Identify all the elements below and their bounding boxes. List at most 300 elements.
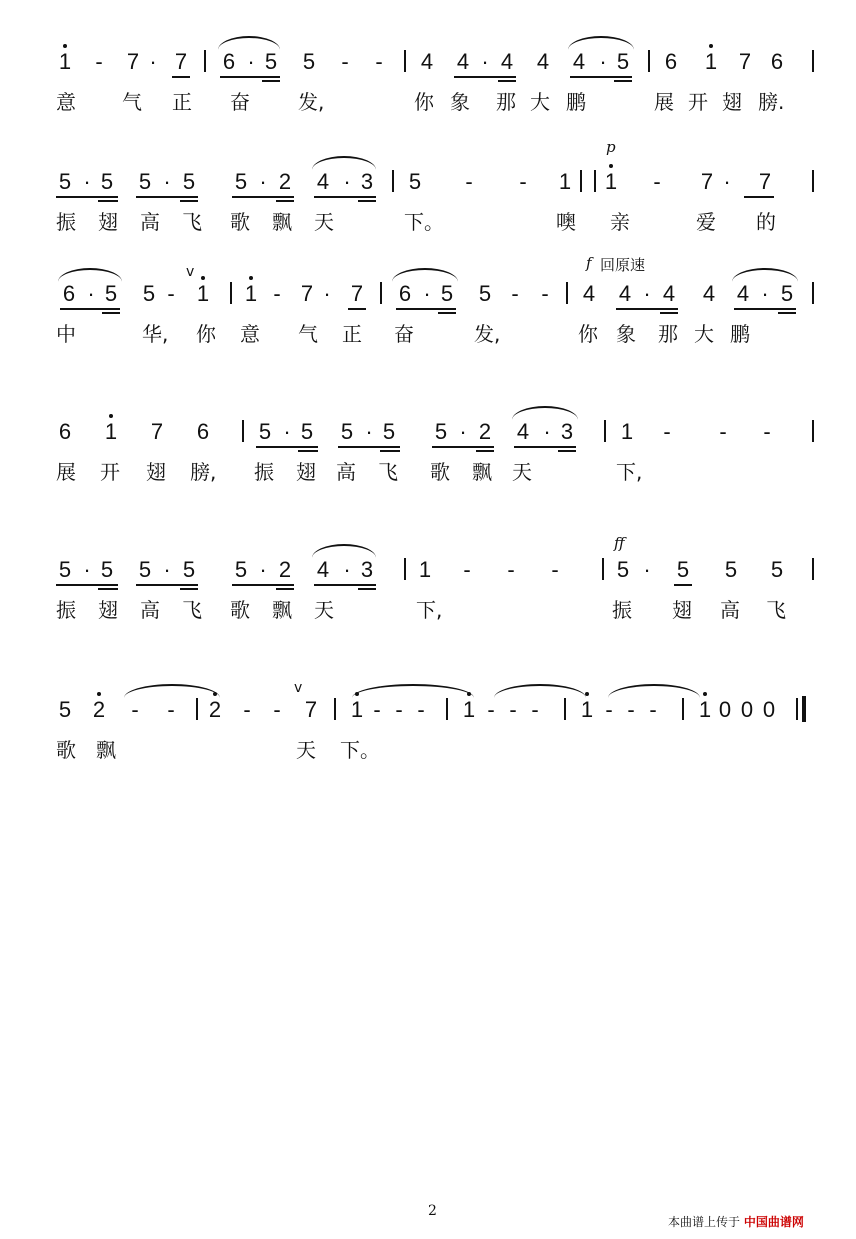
dash: -: [649, 697, 657, 722]
dot: ·: [761, 281, 769, 306]
note: 7: [304, 697, 318, 722]
note: 6: [196, 419, 210, 444]
dash: -: [273, 281, 281, 306]
lyric: 你: [414, 90, 434, 114]
dash: -: [243, 697, 251, 722]
dash: -: [95, 49, 103, 74]
note: 5: [616, 557, 630, 582]
slur: [352, 684, 474, 698]
note: 5: [340, 419, 354, 444]
lyric: 噢: [556, 210, 576, 234]
barline: [580, 170, 582, 192]
barline: [566, 282, 568, 304]
note: 4: [618, 281, 632, 306]
dot: ·: [459, 419, 467, 444]
dash: -: [341, 49, 349, 74]
underline: [454, 76, 516, 78]
dash: -: [605, 697, 613, 722]
slur: [312, 156, 376, 170]
lyric: 那: [658, 322, 678, 346]
underline: [180, 588, 198, 590]
underline: [180, 200, 198, 202]
note: 1: [604, 169, 618, 194]
note: 6: [664, 49, 678, 74]
lyric: 天: [314, 210, 334, 234]
barline: [564, 698, 566, 720]
underline: [314, 584, 376, 586]
note: 7: [174, 49, 188, 74]
underline: [256, 446, 318, 448]
note: 5: [234, 557, 248, 582]
barline: [812, 50, 814, 72]
footer-brand: 中国曲谱网: [743, 1215, 804, 1229]
high-octave-dot: [355, 692, 359, 696]
note: 4: [420, 49, 434, 74]
dash: -: [627, 697, 635, 722]
lyric: 你: [196, 322, 216, 346]
note: 3: [560, 419, 574, 444]
dot: ·: [423, 281, 431, 306]
slur: [58, 268, 122, 282]
note: 4: [456, 49, 470, 74]
high-octave-dot: [709, 44, 713, 48]
high-octave-dot: [201, 276, 205, 280]
underline: [314, 196, 376, 198]
note: 1: [418, 557, 432, 582]
note: 5: [676, 557, 690, 582]
note: 5: [408, 169, 422, 194]
high-octave-dot: [213, 692, 217, 696]
dash: -: [719, 419, 727, 444]
note: 4: [572, 49, 586, 74]
barline: [242, 420, 244, 442]
underline: [298, 450, 318, 452]
notes-row: [0, 548, 856, 592]
dash: -: [167, 697, 175, 722]
lyrics-row: [0, 460, 856, 488]
note: 4: [500, 49, 514, 74]
dot: ·: [543, 419, 551, 444]
dash: -: [511, 281, 519, 306]
lyric: 翅: [98, 210, 118, 234]
dash: -: [519, 169, 527, 194]
lyric: 振: [56, 210, 76, 234]
slur: [732, 268, 798, 282]
note: 6: [398, 281, 412, 306]
lyric: 飞: [766, 598, 786, 622]
note: 7: [150, 419, 164, 444]
lyric: 下。: [340, 738, 380, 762]
lyric: 正: [342, 322, 362, 346]
slur: [312, 544, 376, 558]
note: 1: [462, 697, 476, 722]
notes-row: [0, 160, 856, 204]
dot: ·: [283, 419, 291, 444]
barline: [594, 170, 596, 192]
underline: [380, 450, 400, 452]
lyric: 翅: [146, 460, 166, 484]
dot: ·: [149, 49, 157, 74]
lyric: 爱: [696, 210, 716, 234]
note: 1: [704, 49, 718, 74]
lyric: 翅: [672, 598, 692, 622]
note: 6: [770, 49, 784, 74]
lyric: 翅: [722, 90, 742, 114]
note: 2: [92, 697, 106, 722]
dot: ·: [259, 169, 267, 194]
barline: [392, 170, 394, 192]
note: 4: [536, 49, 550, 74]
note: 3: [360, 169, 374, 194]
lyric: 飞: [378, 460, 398, 484]
note: 0: [718, 697, 732, 722]
underline: [660, 312, 678, 314]
note: 1: [580, 697, 594, 722]
lyric: 鹏: [566, 90, 586, 114]
slur: [512, 406, 578, 420]
high-octave-dot: [467, 692, 471, 696]
note: 4: [316, 557, 330, 582]
lyric: 振: [612, 598, 632, 622]
lyric: 鹏: [730, 322, 750, 346]
lyric: 你: [578, 322, 598, 346]
note: 6: [62, 281, 76, 306]
barline: [604, 420, 606, 442]
dash: -: [395, 697, 403, 722]
lyric: 气: [298, 322, 318, 346]
dash: -: [763, 419, 771, 444]
lyric: 象: [450, 90, 470, 114]
note: 1: [58, 49, 72, 74]
footer-watermark: [668, 1213, 804, 1230]
underline: [778, 312, 796, 314]
underline: [338, 446, 400, 448]
note: 4: [662, 281, 676, 306]
high-octave-dot: [63, 44, 67, 48]
breath-mark: v: [294, 680, 303, 696]
lyric: 那: [496, 90, 516, 114]
note: 6: [58, 419, 72, 444]
underline: [396, 308, 456, 310]
lyric: 翅: [98, 598, 118, 622]
note: 5: [302, 49, 316, 74]
notes-row: [0, 680, 856, 732]
underline: [56, 196, 118, 198]
lyric: 开: [688, 90, 708, 114]
slur: [608, 684, 700, 698]
dot: ·: [87, 281, 95, 306]
barline: [812, 420, 814, 442]
lyric: 展: [654, 90, 674, 114]
dash: -: [417, 697, 425, 722]
underline: [232, 196, 294, 198]
dash: -: [463, 557, 471, 582]
underline: [498, 80, 516, 82]
barline: [404, 558, 406, 580]
underline: [60, 308, 120, 310]
note: 4: [736, 281, 750, 306]
note: 1: [558, 169, 572, 194]
note: 5: [780, 281, 794, 306]
dot: ·: [83, 557, 91, 582]
lyric: 发,: [298, 90, 325, 114]
lyric: 高: [140, 210, 160, 234]
lyric: 象: [616, 322, 636, 346]
lyric: 歌: [430, 460, 450, 484]
underline: [232, 584, 294, 586]
dynamic-mark: ff: [614, 534, 625, 552]
underline: [358, 200, 376, 202]
lyrics-row: [0, 322, 856, 350]
note: 1: [620, 419, 634, 444]
underline: [136, 196, 198, 198]
barline: [196, 698, 198, 720]
barline: [602, 558, 604, 580]
note: 5: [100, 169, 114, 194]
dot: ·: [343, 169, 351, 194]
lyric: 飞: [182, 598, 202, 622]
underline: [744, 196, 774, 198]
note: 5: [616, 49, 630, 74]
underline: [172, 76, 190, 78]
high-octave-dot: [585, 692, 589, 696]
dot: ·: [323, 281, 331, 306]
dash: -: [509, 697, 517, 722]
note: 5: [138, 557, 152, 582]
note: 2: [208, 697, 222, 722]
lyrics-row: [0, 210, 856, 238]
lyric: 天: [512, 460, 532, 484]
high-octave-dot: [109, 414, 113, 418]
barline: [812, 282, 814, 304]
dash: -: [653, 169, 661, 194]
lyric: 气: [122, 90, 142, 114]
lyric: 下。: [404, 210, 444, 234]
note: 7: [126, 49, 140, 74]
dot: ·: [643, 557, 651, 582]
note: 7: [700, 169, 714, 194]
note: 5: [264, 49, 278, 74]
underline: [348, 308, 366, 310]
note: 5: [104, 281, 118, 306]
underline: [276, 200, 294, 202]
note: 5: [142, 281, 156, 306]
lyric: 膀,: [190, 460, 217, 484]
lyric: 飘: [272, 598, 292, 622]
tempo-mark: 回原速: [600, 256, 646, 274]
high-octave-dot: [609, 164, 613, 168]
slur: [494, 684, 586, 698]
dash: -: [507, 557, 515, 582]
dot: ·: [365, 419, 373, 444]
underline: [432, 446, 494, 448]
high-octave-dot: [703, 692, 707, 696]
barline: [682, 698, 684, 720]
dash: -: [531, 697, 539, 722]
note: 1: [244, 281, 258, 306]
lyric: 振: [254, 460, 274, 484]
note: 1: [196, 281, 210, 306]
dot: ·: [723, 169, 731, 194]
footer-prefix: 本曲谱上传于: [668, 1215, 741, 1229]
lyrics-row: [0, 90, 856, 118]
barline: [404, 50, 406, 72]
dash: -: [487, 697, 495, 722]
note: 7: [350, 281, 364, 306]
note: 7: [758, 169, 772, 194]
note: 5: [182, 557, 196, 582]
underline: [514, 446, 576, 448]
note: 4: [582, 281, 596, 306]
barline: [812, 170, 814, 192]
lyric: 振: [56, 598, 76, 622]
page-number: 2: [428, 1203, 437, 1219]
slur: [124, 684, 220, 698]
dot: ·: [163, 169, 171, 194]
barline: [380, 282, 382, 304]
note: 1: [350, 697, 364, 722]
underline: [136, 584, 198, 586]
final-barline-thick: [802, 696, 806, 722]
dash: -: [375, 49, 383, 74]
final-barline-thin: [796, 698, 798, 720]
dot: ·: [481, 49, 489, 74]
underline: [674, 584, 692, 586]
dash: -: [167, 281, 175, 306]
dot: ·: [259, 557, 267, 582]
underline: [438, 312, 456, 314]
underline: [262, 80, 280, 82]
slur: [392, 268, 458, 282]
dynamic-mark: f: [586, 254, 592, 272]
lyric: 歌: [230, 210, 250, 234]
barline: [204, 50, 206, 72]
high-octave-dot: [97, 692, 101, 696]
dot: ·: [83, 169, 91, 194]
note: 1: [104, 419, 118, 444]
underline: [614, 80, 632, 82]
note: 5: [300, 419, 314, 444]
lyric: 意: [56, 90, 76, 114]
lyric: 的: [756, 210, 776, 234]
dash: -: [663, 419, 671, 444]
barline: [230, 282, 232, 304]
high-octave-dot: [249, 276, 253, 280]
slur: [218, 36, 280, 50]
note: 5: [234, 169, 248, 194]
underline: [358, 588, 376, 590]
dynamic-mark: p: [606, 138, 616, 156]
lyric: 意: [240, 322, 260, 346]
lyric: 高: [720, 598, 740, 622]
lyric: 奋: [394, 322, 414, 346]
note: 1: [698, 697, 712, 722]
note: 5: [58, 557, 72, 582]
note: 7: [738, 49, 752, 74]
dash: -: [131, 697, 139, 722]
breath-mark: v: [186, 264, 195, 280]
underline: [734, 308, 796, 310]
barline: [334, 698, 336, 720]
note: 7: [300, 281, 314, 306]
note: 5: [58, 169, 72, 194]
note: 5: [182, 169, 196, 194]
note: 4: [702, 281, 716, 306]
barline: [648, 50, 650, 72]
lyric: 华,: [142, 322, 169, 346]
dash: -: [551, 557, 559, 582]
note: 0: [762, 697, 776, 722]
lyric: 大: [694, 322, 714, 346]
lyric: 开: [100, 460, 120, 484]
notes-row: [0, 40, 856, 84]
barline: [446, 698, 448, 720]
note: 5: [58, 697, 72, 722]
lyric: 高: [336, 460, 356, 484]
note: 5: [724, 557, 738, 582]
lyric: 翅: [296, 460, 316, 484]
lyric: 下,: [416, 598, 443, 622]
underline: [98, 588, 118, 590]
lyric: 发,: [474, 322, 501, 346]
dot: ·: [343, 557, 351, 582]
note: 2: [278, 169, 292, 194]
dash: -: [465, 169, 473, 194]
underline: [98, 200, 118, 202]
lyric: 飘: [472, 460, 492, 484]
lyric: 飞: [182, 210, 202, 234]
lyric: 亲: [610, 210, 630, 234]
underline: [558, 450, 576, 452]
lyric: 大: [530, 90, 550, 114]
lyric: 歌: [56, 738, 76, 762]
note: 5: [382, 419, 396, 444]
underline: [220, 76, 280, 78]
dot: ·: [163, 557, 171, 582]
lyric: 奋: [230, 90, 250, 114]
lyric: 膀.: [758, 90, 785, 114]
note: 6: [222, 49, 236, 74]
underline: [616, 308, 678, 310]
lyrics-row: [0, 738, 856, 766]
note: 4: [316, 169, 330, 194]
dot: ·: [247, 49, 255, 74]
dash: -: [273, 697, 281, 722]
note: 5: [770, 557, 784, 582]
lyric: 天: [296, 738, 316, 762]
slur: [568, 36, 634, 50]
note: 5: [440, 281, 454, 306]
note: 2: [278, 557, 292, 582]
underline: [56, 584, 118, 586]
note: 5: [100, 557, 114, 582]
barline: [812, 558, 814, 580]
lyric: 飘: [96, 738, 116, 762]
lyric: 天: [314, 598, 334, 622]
note: 0: [740, 697, 754, 722]
lyric: 正: [172, 90, 192, 114]
note: 5: [478, 281, 492, 306]
dot: ·: [643, 281, 651, 306]
lyric: 中: [56, 322, 76, 346]
note: 5: [434, 419, 448, 444]
underline: [476, 450, 494, 452]
note: 5: [138, 169, 152, 194]
note: 3: [360, 557, 374, 582]
lyric: 歌: [230, 598, 250, 622]
dash: -: [541, 281, 549, 306]
underline: [570, 76, 632, 78]
